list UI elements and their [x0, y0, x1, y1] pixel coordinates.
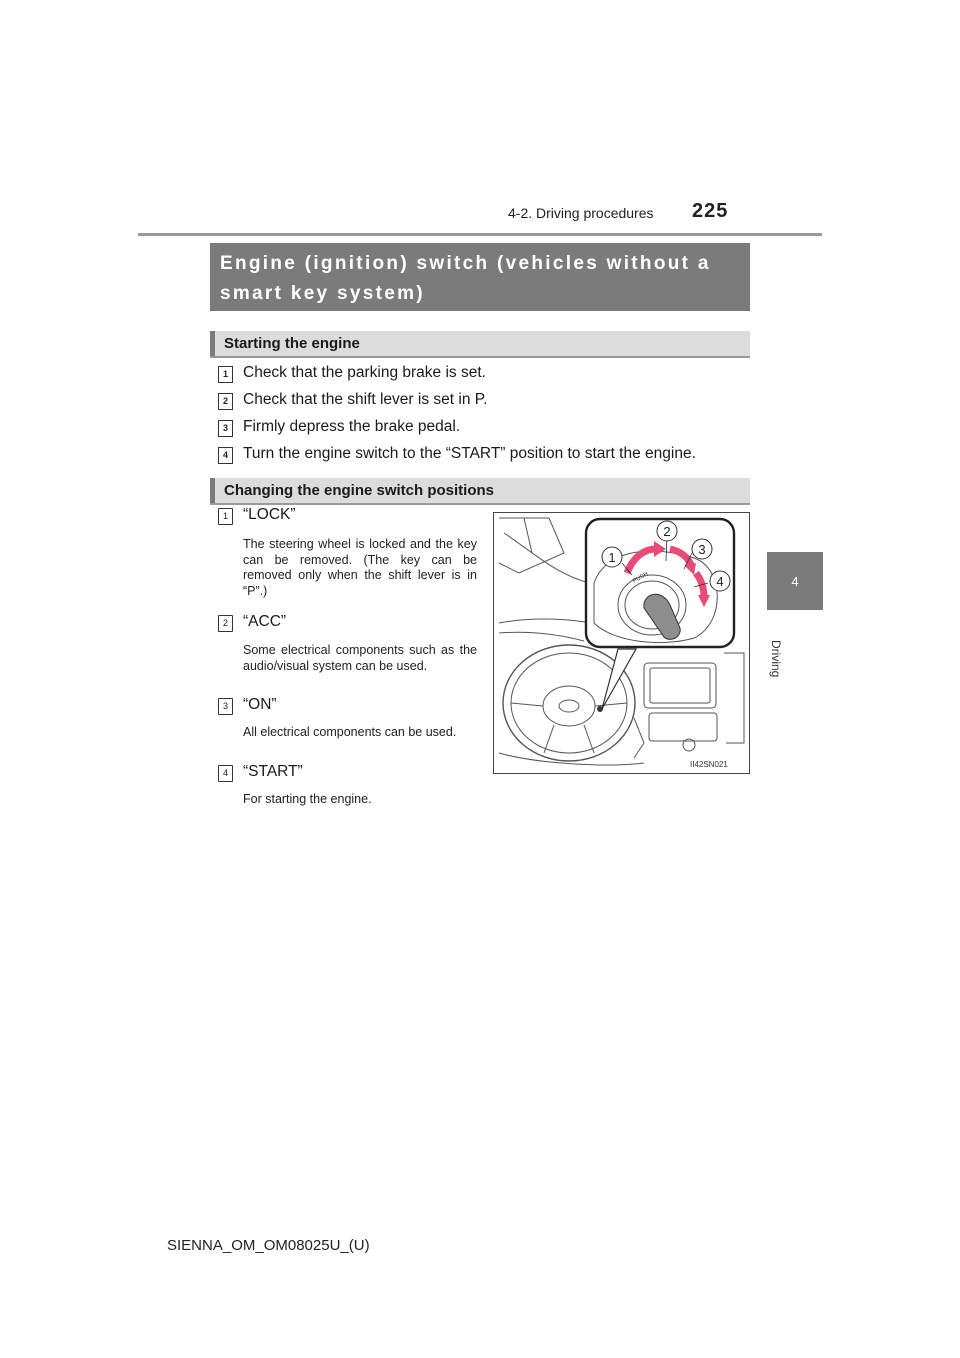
position-desc-start: For starting the engine.: [243, 792, 372, 806]
step-text: Check that the parking brake is set.: [243, 364, 486, 381]
step-1: [218, 364, 758, 386]
position-number: 3: [218, 698, 233, 715]
position-title-acc: “ACC”: [243, 613, 287, 630]
chapter-tab-number: 4: [767, 552, 823, 610]
step-number: 1: [218, 366, 233, 383]
callout-1: 1: [608, 550, 616, 565]
position-title-on: “ON”: [243, 696, 277, 713]
step-number: 2: [218, 393, 233, 410]
step-2: [218, 391, 758, 413]
chapter-tab-label-text: Driving: [769, 640, 783, 678]
document-footer: SIENNA_OM_OM08025U_(U): [167, 1237, 370, 1254]
step-3: [218, 418, 758, 440]
header-rule: [138, 233, 822, 236]
dashboard-drawing: [494, 513, 749, 773]
callout-4: 4: [716, 574, 724, 589]
step-text: Firmly depress the brake pedal.: [243, 418, 461, 435]
position-desc-lock: The steering wheel is locked and the key can be removed. (The key can be removed only when the shift lever is in “P”.): [243, 537, 477, 598]
step-text: Turn the engine switch to the “START” position to start the engine.: [243, 445, 696, 462]
step-number: 3: [218, 420, 233, 437]
subheading-positions: Changing the engine switch positions: [210, 478, 750, 503]
position-number: 2: [218, 615, 233, 632]
ignition-switch-illustration: [493, 512, 750, 774]
chapter-tab-label: [763, 640, 787, 680]
step-number: 4: [218, 447, 233, 464]
subheading-starting: Starting the engine: [210, 331, 750, 356]
callout-3: 3: [698, 542, 706, 557]
position-number: 1: [218, 508, 233, 525]
position-number: 4: [218, 765, 233, 782]
position-desc-on: All electrical components can be used.: [243, 725, 457, 739]
key-push-label: PUSH: [632, 571, 650, 585]
position-title-start: “START”: [243, 763, 303, 780]
callout-2: 2: [663, 524, 671, 539]
running-header-section: 4-2. Driving procedures: [508, 205, 654, 221]
section-title: Engine (ignition) switch (vehicles without a smart key system): [210, 243, 750, 311]
position-desc-acc: Some electrical components such as the audio/visual system can be used.: [243, 643, 477, 673]
page-number: 225: [692, 200, 729, 222]
step-text: Check that the shift lever is set in P.: [243, 391, 488, 408]
step-4: [218, 445, 758, 467]
position-title-lock: “LOCK”: [243, 506, 296, 523]
figure-id: II42SN021: [690, 760, 728, 769]
